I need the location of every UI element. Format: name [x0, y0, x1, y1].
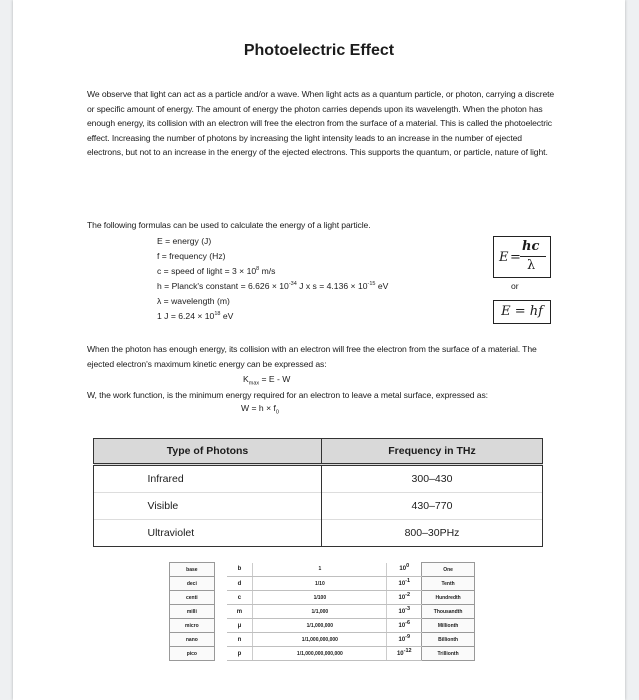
photon-type-cell	[94, 520, 322, 547]
prefix-word-cell: Hundredth	[422, 591, 475, 605]
frequency-cell	[322, 465, 543, 493]
prefix-gap	[214, 647, 226, 661]
prefix-fraction-cell: 1/100	[253, 591, 387, 605]
prefix-word-cell: Millionth	[422, 619, 475, 633]
power-exponent: -1	[405, 577, 411, 584]
power-exponent: -6	[405, 619, 411, 626]
kmax-subscript: max	[248, 380, 260, 387]
prefix-symbol-cell: b	[227, 563, 253, 577]
kinetic-energy-paragraph	[87, 342, 559, 371]
photon-type-text: Ultraviolet	[147, 527, 195, 539]
joule-prefix: 1 J = 6.24 × 10	[157, 311, 215, 321]
frequency-text: 430–770	[411, 500, 453, 512]
planck-exponent-1: -34	[288, 281, 297, 288]
formula-denominator: λ	[527, 258, 536, 273]
prefix-fraction-cell: 1/1,000	[253, 605, 387, 619]
prefix-gap	[214, 591, 226, 605]
kmax-equation	[243, 374, 291, 387]
photon-frequency-table	[93, 438, 543, 547]
speed-exponent: 8	[256, 266, 260, 273]
wavelength-definition: λ = wavelength (m)	[157, 296, 230, 306]
frequency-cell	[322, 493, 543, 520]
speed-of-light-definition	[157, 265, 275, 277]
prefix-fraction-cell: 1/1,000,000	[253, 619, 387, 633]
prefix-power-cell	[387, 577, 422, 591]
prefix-word-cell: Billionth	[422, 633, 475, 647]
energy-wavelength-formula-box	[493, 236, 551, 278]
table-row	[94, 493, 543, 520]
prefix-name-cell: deci	[170, 577, 215, 591]
prefix-symbol-cell: c	[227, 591, 253, 605]
prefix-name-cell: nano	[170, 633, 215, 647]
prefix-fraction-cell: 1/1,000,000,000,000	[253, 647, 387, 661]
intro-text: We observe that light can act as a particle and/or a wave. When light acts as a quantum particle, or photon, carrying a discrete or specific amount of energy. The amount of energy the photon carries depends upon its wavelength. When the photon has enough energy, its collision with an electron will free the electron from the surface of a material. This is called the photoelectric effect. Increasing the number of photons by increasing the light intensity leads to an increase in the number of ejected electrons, but not to an increase in the energy of the ejected electrons. This supports the quantum, or particle, nature of light.	[87, 89, 555, 157]
intro-paragraph	[87, 87, 557, 160]
prefix-gap	[214, 577, 226, 591]
work-function-text: W, the work function, is the minimum energy required for an electron to leave a metal surface, expressed as:	[87, 390, 488, 400]
power-base: 10	[398, 594, 406, 601]
prefix-fraction-cell: 1/1,000,000,000	[253, 633, 387, 647]
or-label: or	[511, 281, 519, 291]
table-row	[170, 577, 475, 591]
formula-equals: =	[510, 250, 521, 265]
table-row	[170, 591, 475, 605]
prefix-word-cell: Trillionth	[422, 647, 475, 661]
prefix-symbol-cell: n	[227, 633, 253, 647]
frequency-definition: f = frequency (Hz)	[157, 251, 226, 261]
fraction-bar	[520, 256, 546, 257]
hc-fraction	[494, 237, 550, 277]
speed-unit: m/s	[259, 266, 276, 276]
prefix-symbol-cell: μ	[227, 619, 253, 633]
document-page	[13, 0, 625, 700]
prefix-power-cell	[387, 591, 422, 605]
prefix-power-cell	[387, 619, 422, 633]
power-exponent: 0	[406, 563, 410, 570]
formulas-intro-text: The following formulas can be used to calculate the energy of a light particle.	[87, 220, 371, 230]
power-exponent: -2	[405, 591, 411, 598]
planck-mid: J x s = 4.136 × 10	[296, 281, 368, 291]
header-frequency: Frequency in THz	[322, 439, 543, 465]
table-header-row	[94, 439, 543, 465]
w-eq-text: W = h × f	[241, 403, 276, 413]
table-row	[170, 647, 475, 661]
prefix-power-cell	[387, 647, 422, 661]
power-base: 10	[396, 650, 404, 657]
table-row	[170, 605, 475, 619]
energy-definition: E = energy (J)	[157, 236, 212, 246]
power-base: 10	[398, 608, 406, 615]
prefix-word-cell: Thousandth	[422, 605, 475, 619]
prefix-word-cell: One	[422, 563, 475, 577]
kmax-k: K	[243, 374, 249, 384]
prefix-fraction-cell: 1/10	[253, 577, 387, 591]
power-exponent: -9	[405, 633, 411, 640]
formula-lhs: E	[499, 250, 509, 265]
prefix-symbol-cell: d	[227, 577, 253, 591]
prefix-gap	[214, 619, 226, 633]
table-row	[170, 619, 475, 633]
prefix-gap	[214, 563, 226, 577]
prefix-table-body	[170, 563, 475, 661]
photon-type-text: Infrared	[147, 473, 184, 485]
power-exponent: -3	[405, 605, 411, 612]
photon-type-cell	[94, 493, 322, 520]
work-function-paragraph	[87, 388, 559, 403]
prefix-power-cell	[387, 633, 422, 647]
prefix-power-cell	[387, 563, 422, 577]
prefix-symbol-cell: m	[227, 605, 253, 619]
work-function-equation	[241, 403, 279, 416]
joule-exponent: 18	[214, 311, 221, 318]
w-eq-subscript: 0	[275, 409, 279, 416]
prefix-power-cell	[387, 605, 422, 619]
power-base: 10	[398, 636, 406, 643]
page-title: Photoelectric Effect	[243, 42, 395, 59]
prefix-name-cell: milli	[170, 605, 215, 619]
planck-exponent-2: -15	[367, 281, 376, 288]
power-exponent: -12	[403, 647, 412, 654]
prefix-name-cell: base	[170, 563, 215, 577]
prefix-name-cell: centi	[170, 591, 215, 605]
frequency-cell	[322, 520, 543, 547]
prefix-symbol-cell: p	[227, 647, 253, 661]
table-row	[94, 465, 543, 493]
header-photon-type: Type of Photons	[94, 439, 322, 465]
planck-unit: eV	[375, 281, 389, 291]
energy-frequency-formula-box: E = hf	[493, 300, 551, 324]
joule-conversion	[157, 310, 233, 322]
table-row	[170, 563, 475, 577]
prefix-gap	[214, 633, 226, 647]
prefix-word-cell: Tenth	[422, 577, 475, 591]
power-base: 10	[398, 580, 406, 587]
photon-type-text: Visible	[147, 500, 179, 512]
frequency-text: 800–30PHz	[404, 527, 460, 539]
speed-prefix: c = speed of light = 3 × 10	[157, 266, 257, 276]
photon-type-cell	[94, 465, 322, 493]
planck-constant-definition	[157, 280, 388, 292]
planck-prefix: h = Planck's constant = 6.626 × 10	[157, 281, 289, 291]
prefix-gap	[214, 605, 226, 619]
metric-prefix-table	[169, 562, 475, 661]
kinetic-energy-text: When the photon has enough energy, its collision with an electron will free the electron from the surface of a material. The ejected electron's maximum kinetic energy can be expressed as:	[87, 344, 537, 369]
joule-unit: eV	[220, 311, 234, 321]
power-base: 10	[399, 566, 407, 573]
prefix-name-cell: micro	[170, 619, 215, 633]
kmax-rest: = E - W	[259, 374, 291, 384]
table-row	[94, 520, 543, 547]
power-base: 10	[398, 622, 406, 629]
formulas-intro	[87, 218, 557, 233]
table-row	[170, 633, 475, 647]
formula-numerator: hc	[522, 239, 540, 254]
prefix-name-cell: pico	[170, 647, 215, 661]
frequency-text: 300–430	[411, 473, 453, 485]
prefix-fraction-cell: 1	[253, 563, 387, 577]
